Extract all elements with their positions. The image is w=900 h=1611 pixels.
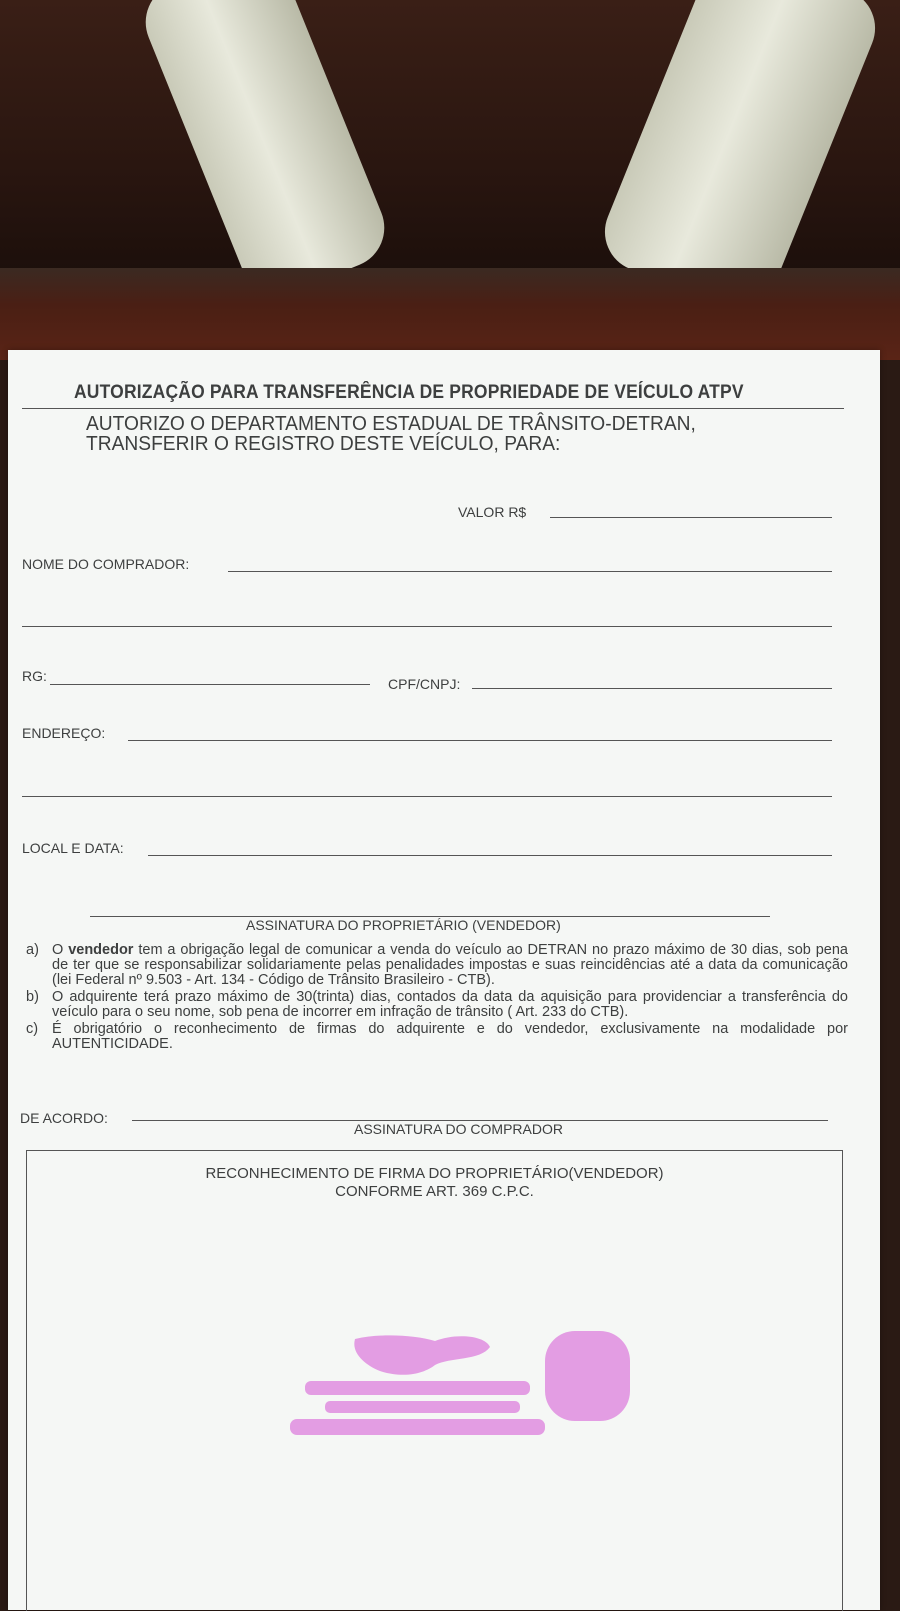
note-c-mark: c) <box>26 1021 39 1037</box>
legal-notes <box>26 943 848 1054</box>
valor-label: VALOR R$ <box>458 504 527 520</box>
firma-recognition-title-line-1: RECONHECIMENTO DE FIRMA DO PROPRIETÁRIO(VENDEDOR) <box>205 1165 664 1182</box>
endereco-field[interactable] <box>128 740 832 741</box>
notary-stamp-mark <box>285 1331 645 1461</box>
endereco-field-continuation[interactable] <box>22 796 832 797</box>
note-a-bold: vendedor <box>68 942 134 958</box>
subtitle-line-1: AUTORIZO O DEPARTAMENTO ESTADUAL DE TRÂNSITO-DETRAN, <box>86 413 696 435</box>
rg-field[interactable] <box>50 684 370 685</box>
cpf-cnpj-label: CPF/CNPJ: <box>388 676 461 692</box>
vendedor-signature-caption: ASSINATURA DO PROPRIETÁRIO (VENDEDOR) <box>246 917 561 933</box>
nome-comprador-field[interactable] <box>228 571 832 572</box>
form-title: AUTORIZAÇÃO PARA TRANSFERÊNCIA DE PROPRIEDADE DE VEÍCULO ATPV <box>74 382 744 403</box>
nome-comprador-label: NOME DO COMPRADOR: <box>22 556 190 572</box>
endereco-label: ENDEREÇO: <box>22 725 106 741</box>
background-pipe-left <box>134 0 397 306</box>
form-subtitle <box>86 414 696 454</box>
firma-recognition-title-line-2: CONFORME ART. 369 C.P.C. <box>335 1183 534 1200</box>
nome-comprador-field-continuation[interactable] <box>22 626 832 627</box>
note-c <box>26 1022 848 1052</box>
background-surface <box>0 0 900 275</box>
rg-label: RG: <box>22 668 47 684</box>
firma-recognition-box <box>26 1150 843 1611</box>
note-b-text: O adquirente terá prazo máximo de 30(trinta) dias, contados da data da aquisição para providenciar a transferência do veículo para o seu nome, sob pena de incorrer em infração de trânsito ( Art. 233 do CTB). <box>52 989 848 1020</box>
subtitle-line-2: TRANSFERIR O REGISTRO DESTE VEÍCULO, PARA: <box>86 433 561 455</box>
note-a-lead: O <box>52 942 69 958</box>
note-a-mark: a) <box>26 942 39 958</box>
local-data-field[interactable] <box>148 855 832 856</box>
firma-recognition-title <box>27 1165 842 1201</box>
note-b-mark: b) <box>26 989 39 1005</box>
title-underline <box>22 408 844 409</box>
note-a-text: tem a obrigação legal de comunicar a venda do veículo ao DETRAN no prazo máximo de 30 dias, sob pena de ter que se responsabilizar solidariamente pelas penalidades impostas e suas reincidências até a data da comunicação (lei Federal nº 9.503 - Art. 134 - Código de Trânsito Brasileiro - CTB). <box>52 942 848 988</box>
wooden-shelf <box>0 268 900 360</box>
comprador-signature-caption: ASSINATURA DO COMPRADOR <box>354 1121 563 1137</box>
note-c-text: É obrigatório o reconhecimento de firmas do adquirente e do vendedor, exclusivamente na modalidade por AUTENTICIDADE. <box>52 1021 848 1052</box>
atpv-form <box>8 350 880 1610</box>
note-a <box>26 943 848 988</box>
local-data-label: LOCAL E DATA: <box>22 840 124 856</box>
de-acordo-label: DE ACORDO: <box>20 1110 108 1126</box>
note-b <box>26 990 848 1020</box>
valor-field[interactable] <box>550 517 832 518</box>
cpf-cnpj-field[interactable] <box>472 688 832 689</box>
